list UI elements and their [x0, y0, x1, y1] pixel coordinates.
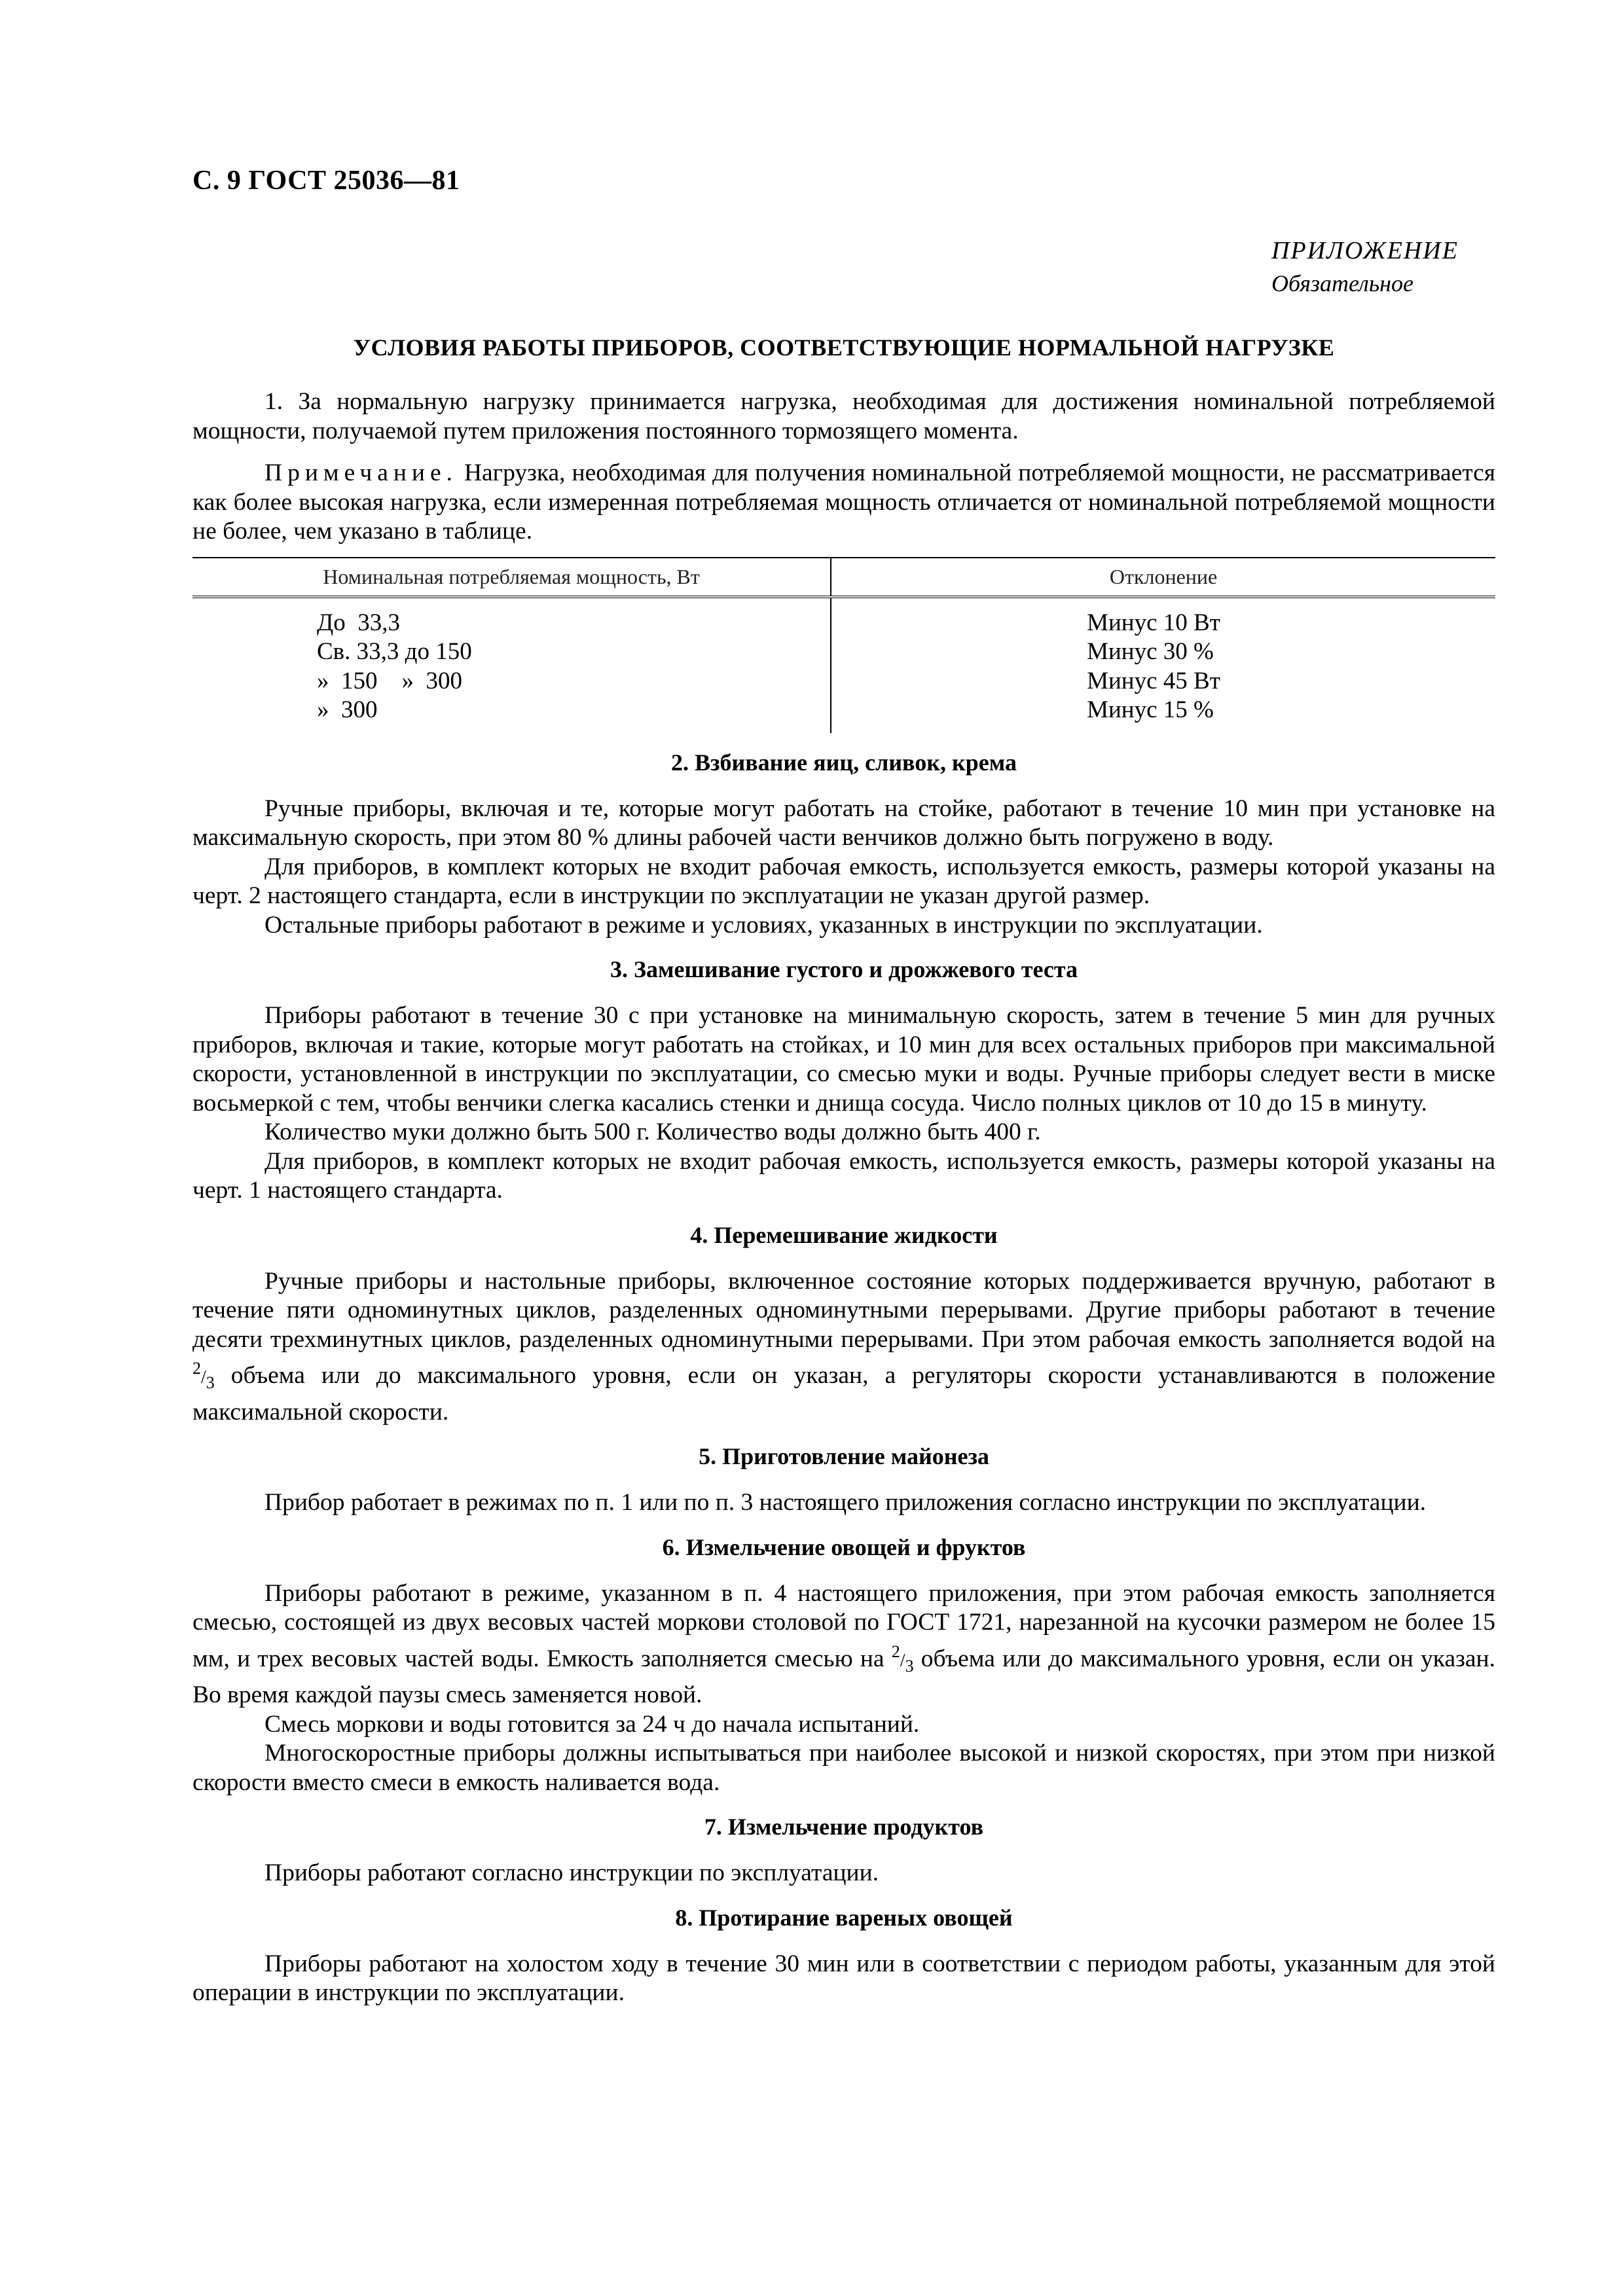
section-6-text-a: Приборы работают в режиме, указанном в п. 4 настоящего приложения, при этом рабочая емкость заполняется смесью, состоящей из двух весовых частей моркови столовой по ГОСТ 1721, нарезанной на кусочки размером не более 15 мм, и трех весовых частей воды. Емкость заполняется смесью на: [192, 1579, 1495, 1672]
table-cell-deviation: Минус 45 Вт: [1087, 667, 1220, 694]
table-cell-power: Св. 33,3 до 150: [317, 638, 472, 665]
paragraph-1: 1. За нормальную нагрузку принимается нагрузка, необходимая для достижения номинальной потребляемой мощности, получаемой путем приложения постоянного тормозящего момента.: [192, 388, 1495, 444]
section-3-paragraph: Для приборов, в комплект которых не входит рабочая емкость, используется емкость, размеры которой указаны на черт. 1 настоящего стандарта.: [192, 1147, 1495, 1204]
power-deviation-table: [192, 557, 1495, 733]
section-6-heading: 6. Измельчение овощей и фруктов: [662, 1534, 1026, 1560]
document-title: УСЛОВИЯ РАБОТЫ ПРИБОРОВ, СООТВЕТСТВУЮЩИЕ НОРМАЛЬНОЙ НАГРУЗКЕ: [353, 334, 1335, 361]
page-header: С. 9 ГОСТ 25036—81: [192, 166, 460, 196]
table-cell-power: » 150 » 300: [317, 667, 462, 694]
section-4-heading: 4. Перемешивание жидкости: [690, 1221, 998, 1248]
section-6-paragraph: Смесь моркови и воды готовится за 24 ч до начала испытаний.: [264, 1710, 920, 1738]
appendix-status: Обязательное: [1271, 270, 1413, 296]
power-column: [192, 597, 831, 733]
note-paragraph: [192, 459, 1495, 547]
section-3-paragraph: Количество муки должно быть 500 г. Количество воды должно быть 400 г.: [264, 1119, 1041, 1145]
section-2-paragraph: Остальные приборы работают в режиме и условиях, указанных в инструкции по эксплуатации.: [264, 911, 1263, 939]
section-6-text-b: объема или до максимального уровня, если он указан. Во время каждой паузы смесь заменяется новой.: [192, 1645, 1495, 1708]
table-cell-power: До 33,3: [317, 609, 400, 636]
section-3-heading: 3. Замешивание густого и дрожжевого теста: [610, 956, 1078, 982]
table-header-deviation: Отклонение: [831, 558, 1495, 597]
document-body: [192, 334, 1495, 2008]
fraction-two-thirds: $^2/_3$: [891, 1641, 914, 1676]
fraction-denominator: 3: [905, 1656, 914, 1676]
section-5-paragraph: Прибор работает в режимах по п. 1 или по п. 3 настоящего приложения согласно инструкции по эксплуатации.: [264, 1489, 1427, 1516]
section-4-text-b: объема или до максимального уровня, если он указан, а регуляторы скорости устанавливаются в положение максимальной скорости.: [192, 1362, 1495, 1426]
section-2-heading: 2. Взбивание яиц, сливок, крема: [671, 749, 1017, 776]
fraction-denominator: 3: [206, 1373, 215, 1392]
fraction-two-thirds: $^2/_3$: [192, 1359, 215, 1392]
fraction-numerator: 2: [891, 1641, 900, 1661]
section-7-heading: 7. Измельчение продуктов: [704, 1814, 984, 1840]
table-cell-power: » 300: [317, 696, 378, 723]
table-cell-deviation: Минус 10 Вт: [1087, 609, 1220, 636]
note-label: Примечание.: [264, 459, 458, 486]
section-2-paragraph: Для приборов, в комплект которых не входит рабочая емкость, используется емкость, размеры которой указаны на черт. 2 настоящего стандарта, если в инструкции по эксплуатации не указан другой размер.: [192, 853, 1495, 909]
fraction-numerator: 2: [192, 1359, 201, 1378]
section-5-heading: 5. Приготовление майонеза: [699, 1443, 989, 1469]
section-6-paragraph: Многоскоростные приборы должны испытываться при наиболее высокой и низкой скоростях, при этом при низкой скорости вместо смеси в емкость наливается вода.: [192, 1740, 1495, 1796]
table-header-power: Номинальная потребляемая мощность, Вт: [192, 558, 831, 597]
note-text: Нагрузка, необходимая для получения номинальной потребляемой мощности, не рассматривается как более высокая нагрузка, если измеренная потребляемая мощность отличается от номинальной потребляемой мощности не более, чем указано в таблице.: [192, 459, 1495, 545]
section-4-text-a: Ручные приборы и настольные приборы, включенное состояние которых поддерживается вручную, работают в течение пяти одноминутных циклов, разделенных одноминутными перерывами. Другие приборы работают в течение десяти трехминутных циклов, разделенных одноминутными перерывами. При этом рабочая емкость заполняется водой на: [192, 1267, 1495, 1353]
section-2-paragraph: Ручные приборы, включая и те, которые могут работать на стойке, работают в течение 10 мин при установке на максимальную скорость, при этом 80 % длины рабочей части венчиков должно быть погружено в воду.: [192, 795, 1495, 851]
section-8-heading: 8. Протирание вареных овощей: [675, 1904, 1013, 1931]
section-8-paragraph: Приборы работают на холостом ходу в течение 30 мин или в соответствии с периодом работы, указанным для этой операции в инструкции по эксплуатации.: [192, 1950, 1495, 2006]
section-3-paragraph: Приборы работают в течение 30 с при установке на минимальную скорость, затем в течение 5 мин для ручных приборов, включая и такие, которые могут работать на стойках, и 10 мин для всех остальных приборов при максимальной скорости, установленной в инструкции по эксплуатации, со смесью муки и воды. Ручные приборы следует вести в миске восьмеркой с тем, чтобы венчики слегка касались стенки и днища сосуда. Число полных циклов от 10 до 15 в минуту.: [192, 1002, 1495, 1117]
section-4-paragraph: [192, 1267, 1495, 1427]
appendix-label-block: [1271, 234, 1459, 300]
section-7-paragraph: Приборы работают согласно инструкции по эксплуатации.: [264, 1859, 879, 1886]
table-body-row: [192, 597, 1495, 733]
table-cell-deviation: Минус 30 %: [1087, 638, 1214, 665]
deviation-column: [831, 597, 1495, 733]
section-6-paragraph: [192, 1579, 1495, 1710]
appendix-label: ПРИЛОЖЕНИЕ: [1271, 237, 1459, 264]
table-cell-deviation: Минус 15 %: [1087, 696, 1214, 723]
